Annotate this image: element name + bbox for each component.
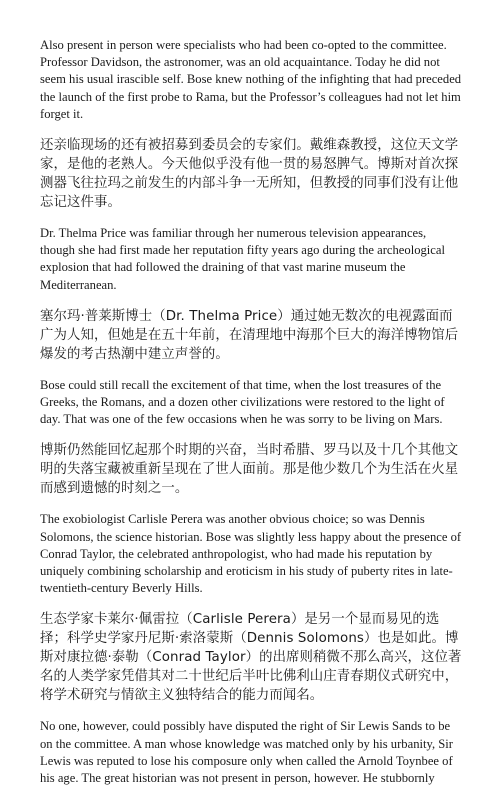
paragraph-en-3: Bose could still recall the excitement of that time, when the lost treasures of the Greeks, the Romans, and a dozen other civilizations were restored to the light of day. That was one of the few occasions when he was sorry to be living on Mars. <box>40 377 445 427</box>
paragraph-zh-1: 还亲临现场的还有被招募到委员会的专家们。戴维森教授，这位天文学家，是他的老熟人。今天他似乎没有他一贯的易怒脾气。博斯对首次探测器飞往拉玛之前发生的内部斗争一无所知，但教授的同事们没有让他忘记这件事。 <box>40 138 459 211</box>
paragraph-en-4: The exobiologist Carlisle Perera was another obvious choice; so was Dennis Solomons, the science historian. Bose was slightly less happy about the presence of Conrad Taylor, the celebrated anthropologist, who had made his reputation by uniquely combining scholarship and eroticism in his study of puberty rites in late-twentieth-century Beverly Hills. <box>40 512 462 596</box>
paragraph-zh-3: 博斯仍然能回忆起那个时期的兴奋，当时希腊、罗马以及十几个其他文明的失落宝藏被重新呈现在了世人面前。那是他少数几个为生活在火星而感到遗憾的时刻之一。 <box>40 443 459 497</box>
paragraph-en-1: Also present in person were specialists who had been co-opted to the committee. Professor Davidson, the astronomer, was an old acquaintance. Today he did not seem his usual irascible self. Bose knew nothing of the infighting that had preceded the launch of the first probe to Rama, but the Professor’s colleagues had not let him forget it. <box>40 38 462 121</box>
paragraph-en-5: No one, however, could possibly have disputed the right of Sir Lewis Sands to be on the committee. A man whose knowledge was matched only by his urbanity, Sir Lewis was reputed to lose his composure only when called the Arnold Toynbee of his age. The great historian was not present in person, however. He stubbornly <box>40 719 453 786</box>
paragraph-zh-4: 生态学家卡莱尔·佩雷拉（Carlisle Perera）是另一个显而易见的选择；科学史学家丹尼斯·索洛蒙斯（Dennis Solomons）也是如此。博斯对康拉德·泰勒（Conrad Taylor）的出席则稍微不那么高兴，这位著名的人类学家凭借其对二十世纪后半叶比佛利山庄青春期仪式研究中，将学术研究与情欲主义独特结合的能力而闻名。 <box>40 612 462 704</box>
document-page <box>40 37 462 800</box>
paragraph-en-2: Dr. Thelma Price was familiar through her numerous television appearances, though she had first made her reputation fifty years ago during the archeological explosion that had followed the draining of that vast marine museum the Mediterranean. <box>40 226 445 292</box>
paragraph-zh-2: 塞尔玛·普莱斯博士（Dr. Thelma Price）通过她无数次的电视露面而广为人知，但她是在五十年前，在清理地中海那个巨大的海洋博物馆后爆发的考古热潮中建立声誉的。 <box>40 308 459 362</box>
